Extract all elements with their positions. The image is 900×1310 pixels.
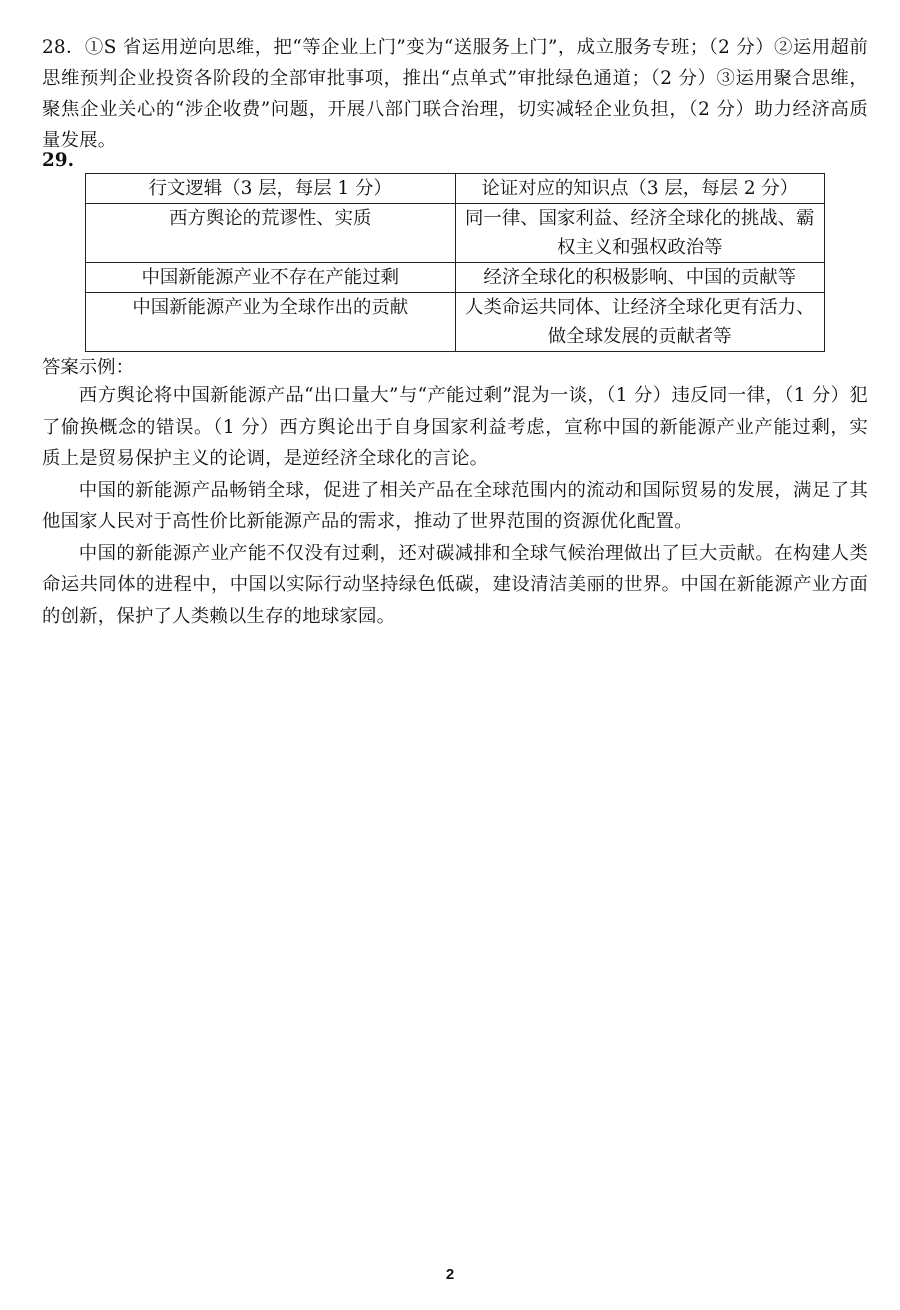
table-cell: 中国新能源产业不存在产能过剩 <box>86 263 456 293</box>
question-29-number: 29. <box>42 150 74 171</box>
table-cell: 同一律、国家利益、经济全球化的挑战、霸权主义和强权政治等 <box>455 204 825 263</box>
page-number: 2 <box>445 1266 455 1283</box>
answer-paragraph: 中国的新能源产品畅销全球，促进了相关产品在全球范围内的流动和国际贸易的发展，满足了其他国家人民对于高性价比新能源产品的需求，推动了世界范围的资源优化配置。 <box>42 479 868 532</box>
logic-knowledge-table <box>85 173 825 352</box>
table-header-cell: 行文逻辑（3 层，每层 1 分） <box>86 174 456 204</box>
table-header-row <box>86 174 825 204</box>
table-row <box>86 263 825 293</box>
table-row <box>86 293 825 352</box>
answer-paragraph: 西方舆论将中国新能源产品“出口量大”与“产能过剩”混为一谈，（1 分）违反同一律，（1 分）犯了偷换概念的错误。（1 分）西方舆论出于自身国家利益考虑，宣称中国的新能源产业产能过剩，实质上是贸易保护主义的论调，是逆经济全球化的言论。 <box>42 385 868 469</box>
table-cell: 西方舆论的荒谬性、实质 <box>86 204 456 263</box>
answer-paragraph: 中国的新能源产业产能不仅没有过剩，还对碳减排和全球气候治理做出了巨大贡献。在构建人类命运共同体的进程中，中国以实际行动坚持绿色低碳，建设清洁美丽的世界。中国在新能源产业方面的创新，保护了人类赖以生存的地球家园。 <box>42 542 868 627</box>
table-cell: 经济全球化的积极影响、中国的贡献等 <box>455 263 825 293</box>
table-header-cell: 论证对应的知识点（3 层，每层 2 分） <box>455 174 825 204</box>
table-cell: 人类命运共同体、让经济全球化更有活力、做全球发展的贡献者等 <box>455 293 825 352</box>
answer-example-body <box>42 380 868 632</box>
table-cell: 中国新能源产业为全球作出的贡献 <box>86 293 456 352</box>
table-row <box>86 204 825 263</box>
question-28-answer: 28．①S 省运用逆向思维，把“等企业上门”变为“送服务上门”，成立服务专班；（2 分）②运用超前思维预判企业投资各阶段的全部审批事项，推出“点单式”审批绿色通道；（2 分）③运用聚合思维，聚焦企业关心的“涉企收费”问题，开展八部门联合治理，切实减轻企业负担，（2 分）助力经济高质量发展。 <box>42 37 868 151</box>
answer-example-label: 答案示例： <box>42 357 134 378</box>
